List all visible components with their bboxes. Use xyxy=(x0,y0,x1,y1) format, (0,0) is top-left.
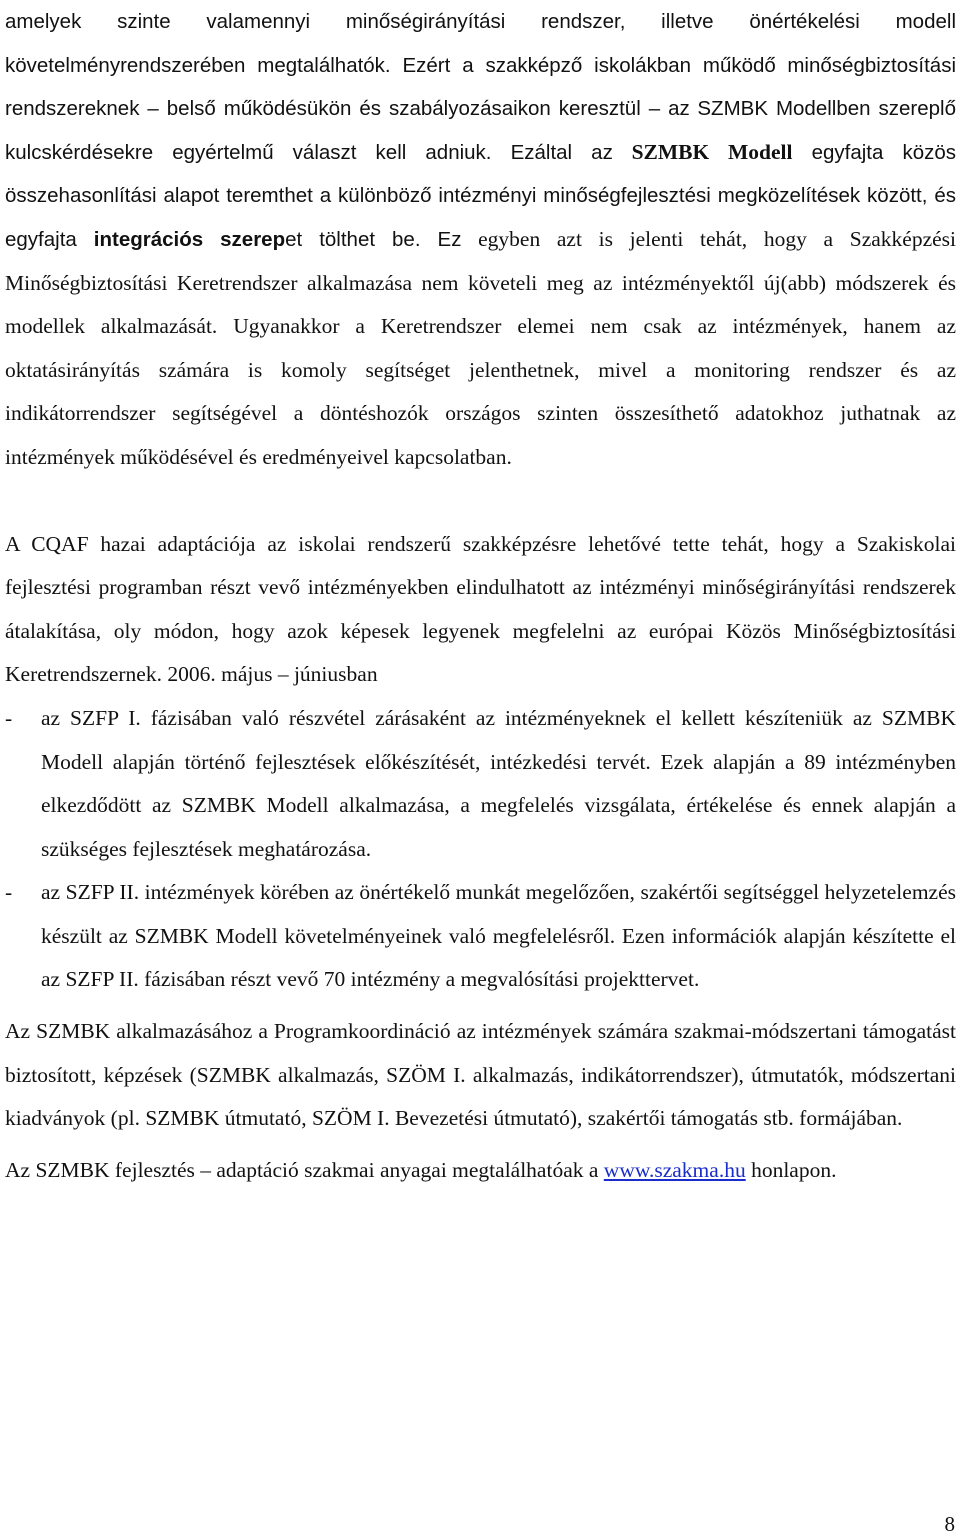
text-run: egyfajta közös összehasonlítási alapot teremthet a különböző intézményi minőségfejlesztési megközelítések között, és egyfajta xyxy=(5,140,957,251)
paragraph-website-reference xyxy=(5,1149,956,1193)
text-run: egyben azt is jelenti tehát, hogy a Szakképzési Minőségbiztosítási Keretrendszer alkalmazása nem követeli meg az intézményektől új(abb) módszerek és modellek alkalmazását. xyxy=(5,226,956,339)
szakma-website-link[interactable]: www.szakma.hu xyxy=(603,1157,746,1182)
bold-term-integracios-szerep: integrációs szerep xyxy=(93,227,286,251)
bullet-item-szfp-1 xyxy=(5,697,956,871)
bullet-dash: - xyxy=(5,705,13,730)
text-run: követelményrendszerében megtalálhatók. Ezért a szakképző iskolákban működő xyxy=(5,53,776,77)
text-run: honlapon. xyxy=(745,1157,837,1182)
page-number: 8 xyxy=(944,1512,955,1536)
bold-term-szmbk-modell: SZMBK Modell xyxy=(631,139,793,164)
text-run: minőségbiztosítási rendszereknek – belső működésükön és szabályozásaikon keresztül – az xyxy=(5,53,956,121)
text-run: SZMBK Modellben szereplő kulcskérdésekre egyértelmű választ kell adniuk. Ezáltal az xyxy=(5,97,956,164)
text-run: amelyek szinte valamennyi minőségirányítási rendszer, illetve önértékelési modell xyxy=(5,10,956,33)
paragraph-quality-systems xyxy=(5,0,956,480)
paragraph-program-support: Az SZMBK alkalmazásához a Programkoordináció az intézmények számára szakmai-módszertani támogatást biztosított, képzések (SZMBK alkalmazás, SZÖM I. alkalmazás, indikátorrendszer), útmutatók, módszertani kiadványok (pl. SZMBK útmutató, SZÖM I. Bevezetési útmutató), szakértői támogatás stb. formájában. xyxy=(5,1019,956,1131)
bullet-text: az SZFP II. intézmények körében az önértékelő munkát megelőzően, szakértői segítséggel helyzetelemzés készült az SZMBK Modell követelményeinek való megfelelésről. Ezen információk alapján készítette el az SZFP II. fázisában részt vevő 70 intézmény a megvalósítási projekttervet. xyxy=(41,880,956,992)
text-run: Ugyanakkor a Keretrendszer elemei nem csak az intézmények, hanem az oktatásirányítás számára is komoly segítséget jelenthetnek, mivel a monitoring rendszer és az indikátorrendszer segítségével a döntéshozók országos szinten összesíthető adatokhoz juthatnak az intézmények működésével és eredményeivel kapcsolatban. xyxy=(5,314,956,469)
document-page xyxy=(5,0,956,1192)
text-run: Az SZMBK fejlesztés – adaptáció szakmai anyagai megtalálhatóak a xyxy=(5,1157,604,1182)
paragraph-cqaf-adaptation: A CQAF hazai adaptációja az iskolai rendszerű szakképzésre lehetővé tette tehát, hogy a Szakiskolai fejlesztési programban részt vevő intézményekben elindulhatott az intézményi minőségirányítási rendszerek átalakítása, oly módon, hogy azok képesek legyenek megfelelni az európai Közös Minőségbiztosítási Keretrendszernek. 2006. május – júniusban xyxy=(5,531,956,687)
bullet-dash: - xyxy=(5,880,13,905)
bullet-item-szfp-2 xyxy=(5,871,956,1002)
bullet-text: az SZFP I. fázisában való részvétel zárásaként az intézményeknek el kellett készíteniük az SZMBK Modell alapján történő fejlesztések előkészítését, intézkedési tervét. Ezek alapján a 89 intézményben elkezdődött az SZMBK Modell alkalmazása, a megfelelés vizsgálata, értékelése és ennek alapján a szükséges fejlesztések meghatározása. xyxy=(41,705,956,861)
text-run: et tölthet be. Ez xyxy=(285,227,462,251)
